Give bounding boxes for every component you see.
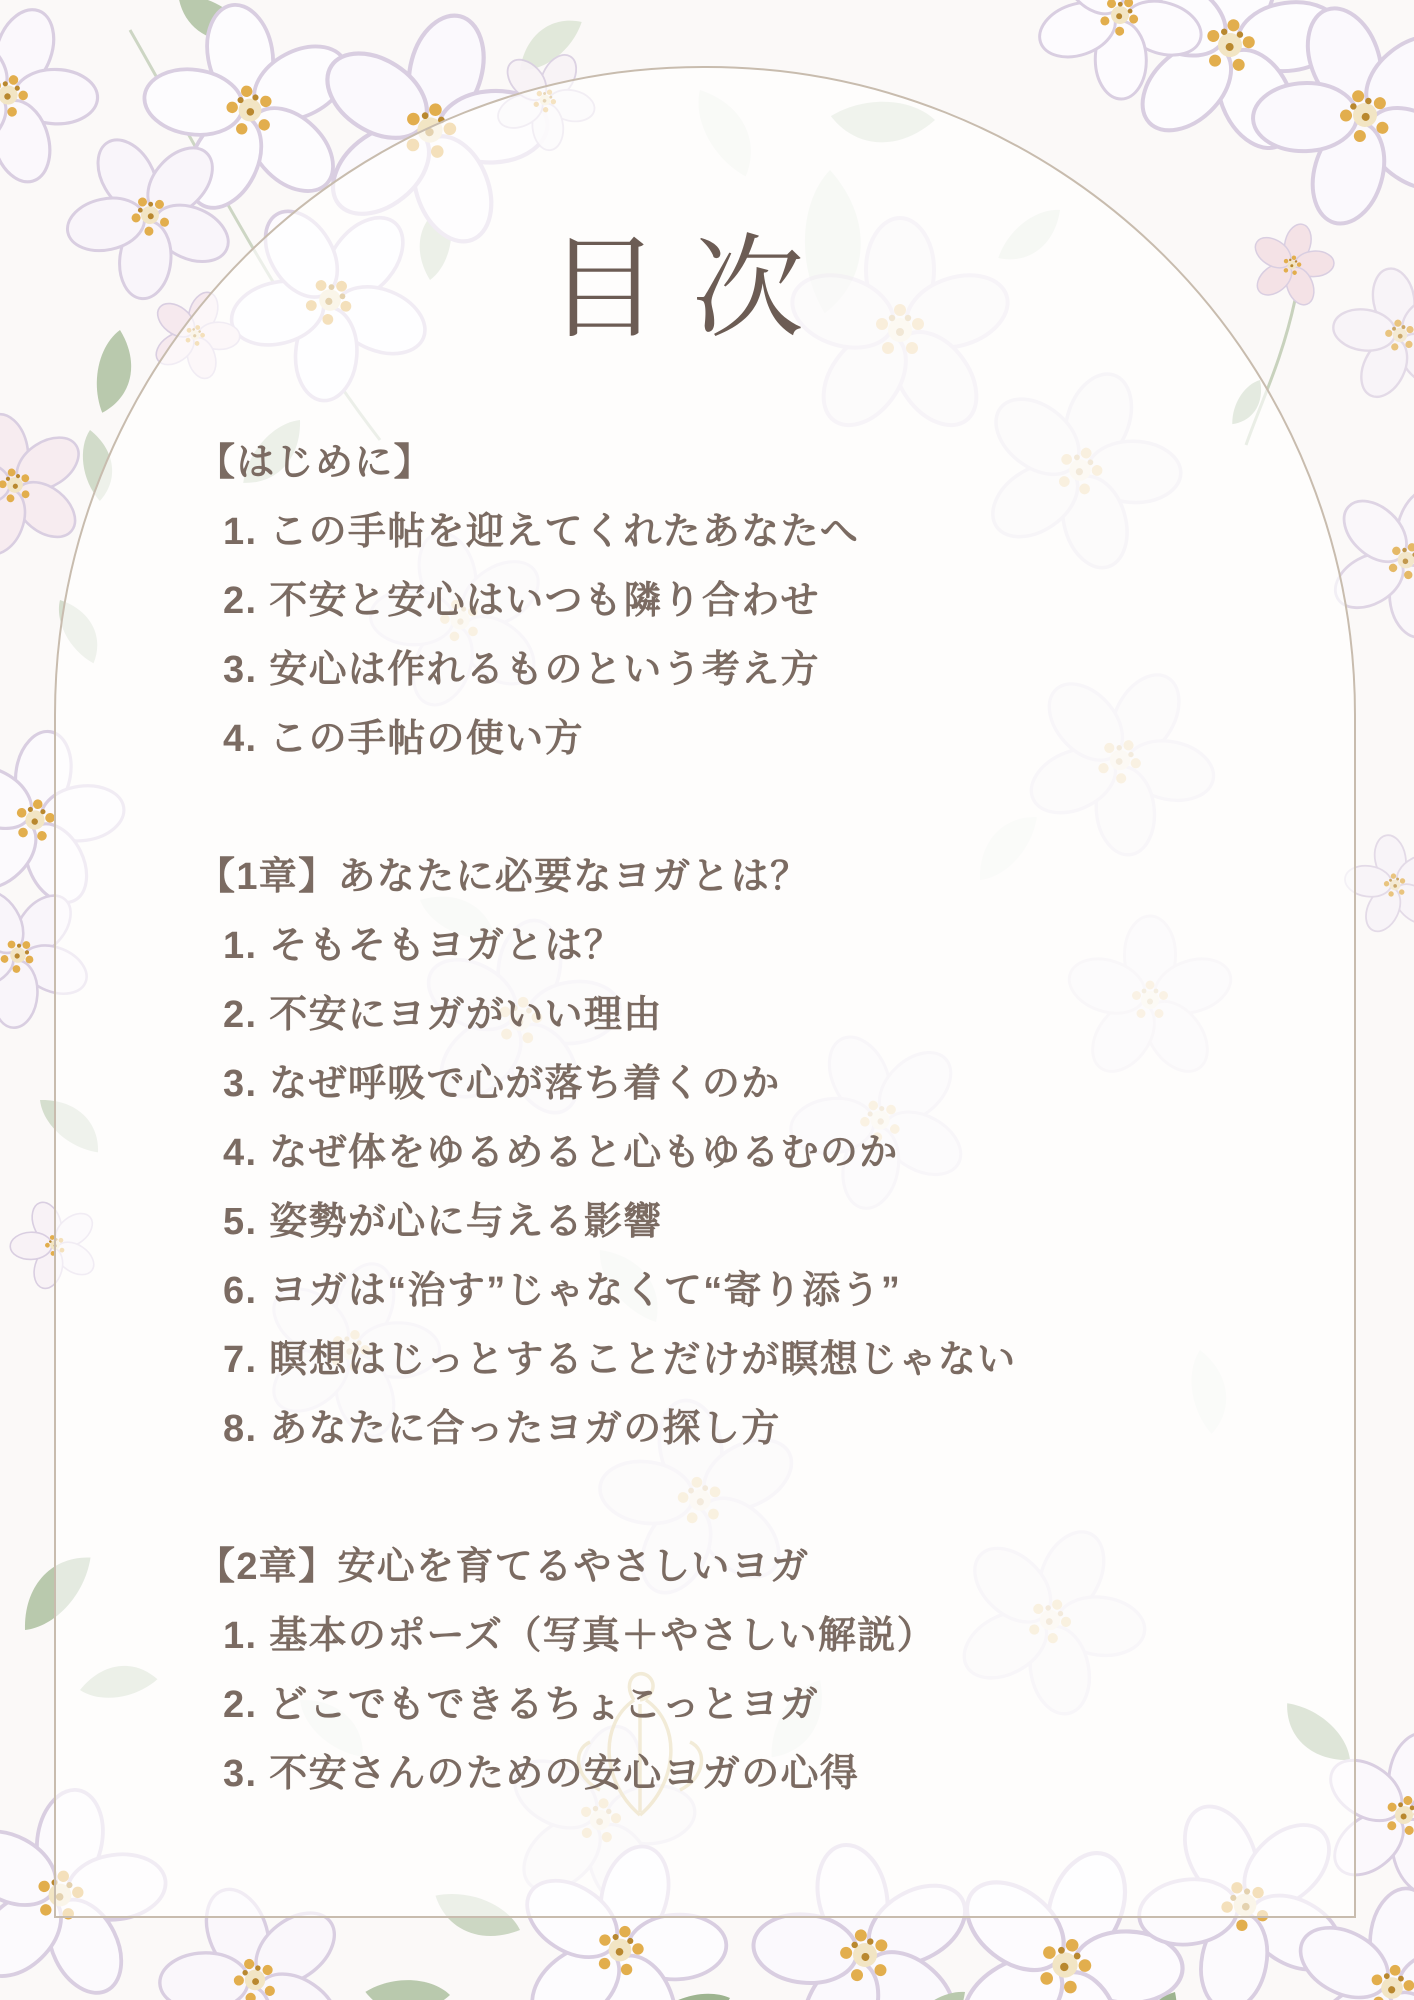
toc-section-chapter1 [197,843,1257,1464]
toc-item: 2. どこでもできるちょこっとヨガ [223,1684,820,1726]
toc-item: 2. 不安と安心はいつも隣り合わせ [223,580,820,622]
toc-item: 4. この手帖の使い方 [223,718,584,760]
section-heading: 【はじめに】 [197,442,433,484]
page-title: 目 次 [547,228,807,352]
toc-item: 1. 基本のポーズ（写真＋やさしい解説） [223,1615,936,1657]
toc-section-chapter2 [197,1533,1257,1809]
toc-list [197,429,1257,1809]
toc-item: 3. 不安さんのための安心ヨガの心得 [223,1753,860,1795]
toc-item: 3. なぜ呼吸で心が落ち着くのか [223,1063,781,1105]
toc-item: 6. ヨガは“治す”じゃなくて“寄り添う” [223,1270,902,1312]
toc-section-intro [197,429,1257,774]
toc-item: 4. なぜ体をゆるめると心もゆるむのか [223,1132,899,1174]
toc-item: 2. 不安にヨガがいい理由 [223,994,663,1036]
toc-item: 8. あなたに合ったヨガの探し方 [223,1408,781,1450]
toc-item: 3. 安心は作れるものという考え方 [223,649,820,691]
toc-item: 1. この手帖を迎えてくれたあなたへ [223,511,860,553]
section-heading: 【2章】安心を育てるやさしいヨガ [197,1546,810,1588]
toc-item: 7. 瞑想はじっとすることだけが瞑想じゃない [223,1339,1017,1381]
section-heading: 【1章】あなたに必要なヨガとは？ [197,856,810,898]
toc-item: 5. 姿勢が心に与える影響 [223,1201,663,1243]
toc-item: 1. そもそもヨガとは？ [223,925,624,967]
